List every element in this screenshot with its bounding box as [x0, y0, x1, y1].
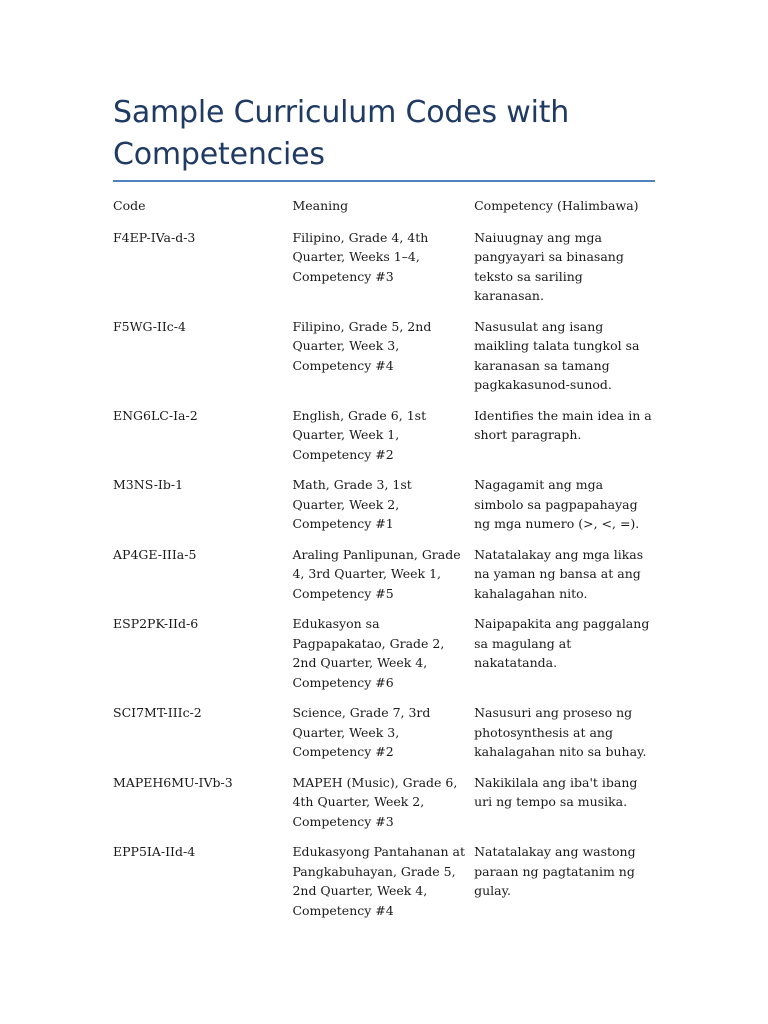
code-cell: F5WG-IIc-4 — [113, 318, 186, 334]
table-header-row — [113, 196, 658, 228]
meaning-cell: English, Grade 6, 1st Quarter, Week 1, Competency #2 — [292, 407, 427, 462]
code-cell: ENG6LC-Ia-2 — [113, 407, 198, 423]
table-row — [113, 228, 658, 317]
table-row — [113, 317, 658, 406]
column-header-code: Code — [113, 198, 146, 213]
table-row — [113, 545, 658, 615]
column-header-competency: Competency (Halimbawa) — [474, 198, 639, 213]
competency-cell: Nakikilala ang iba't ibang uri ng tempo sa musika. — [474, 774, 638, 809]
code-cell: AP4GE-IIIa-5 — [113, 546, 197, 562]
curriculum-codes-table — [113, 196, 658, 931]
table-row — [113, 406, 658, 476]
competency-cell: Natatalakay ang mga likas na yaman ng bansa at ang kahalagahan nito. — [474, 546, 644, 601]
meaning-cell: Filipino, Grade 4, 4th Quarter, Weeks 1–4, Competency #3 — [292, 229, 429, 284]
competency-cell: Nasusulat ang isang maikling talata tungkol sa karanasan sa tamang pagkakasunod-sunod. — [474, 318, 640, 392]
competency-cell: Natatalakay ang wastong paraan ng pagtatanim ng gulay. — [474, 844, 636, 898]
document-title: Sample Curriculum Codes with Competencies — [113, 95, 570, 172]
code-cell: MAPEH6MU-IVb-3 — [113, 774, 233, 790]
competency-cell: Identifies the main idea in a short paragraph. — [474, 407, 652, 442]
table-row — [113, 773, 658, 843]
meaning-cell: Edukasyon sa Pagpapakatao, Grade 2, 2nd Quarter, Week 4, Competency #6 — [292, 616, 445, 690]
code-cell: EPP5IA-IId-4 — [113, 844, 196, 859]
table-row — [113, 614, 658, 703]
competency-cell: Nagagamit ang mga simbolo sa pagpapahayag ng mga numero (>, <, =). — [474, 477, 640, 531]
meaning-cell: Edukasyong Pantahanan at Pangkabuhayan, Grade 5, 2nd Quarter, Week 4, Competency #4 — [292, 844, 466, 918]
table-row — [113, 842, 658, 931]
meaning-cell: Araling Panlipunan, Grade 4, 3rd Quarter, Week 1, Competency #5 — [292, 546, 461, 601]
code-cell: F4EP-IVa-d-3 — [113, 229, 196, 245]
code-cell: ESP2PK-IId-6 — [113, 616, 199, 631]
competency-cell: Nasusuri ang proseso ng photosynthesis at ang kahalagahan nito sa buhay. — [474, 705, 647, 759]
competency-cell: Naiuugnay ang mga pangyayari sa binasang teksto sa sariling karanasan. — [474, 229, 624, 303]
column-header-meaning: Meaning — [292, 198, 349, 213]
code-cell: SCI7MT-IIIc-2 — [113, 705, 202, 720]
document-page — [113, 92, 655, 931]
meaning-cell: Math, Grade 3, 1st Quarter, Week 2, Competency #1 — [292, 477, 412, 531]
code-cell: M3NS-Ib-1 — [113, 477, 184, 492]
table-row — [113, 475, 658, 545]
competency-cell: Naipapakita ang paggalang sa magulang at nakatatanda. — [474, 616, 650, 670]
table-row — [113, 703, 658, 773]
meaning-cell: Filipino, Grade 5, 2nd Quarter, Week 3, Competency #4 — [292, 318, 432, 373]
meaning-cell: MAPEH (Music), Grade 6, 4th Quarter, Week 2, Competency #3 — [292, 774, 458, 829]
meaning-cell: Science, Grade 7, 3rd Quarter, Week 3, Competency #2 — [292, 705, 431, 759]
title-underline — [113, 180, 655, 182]
